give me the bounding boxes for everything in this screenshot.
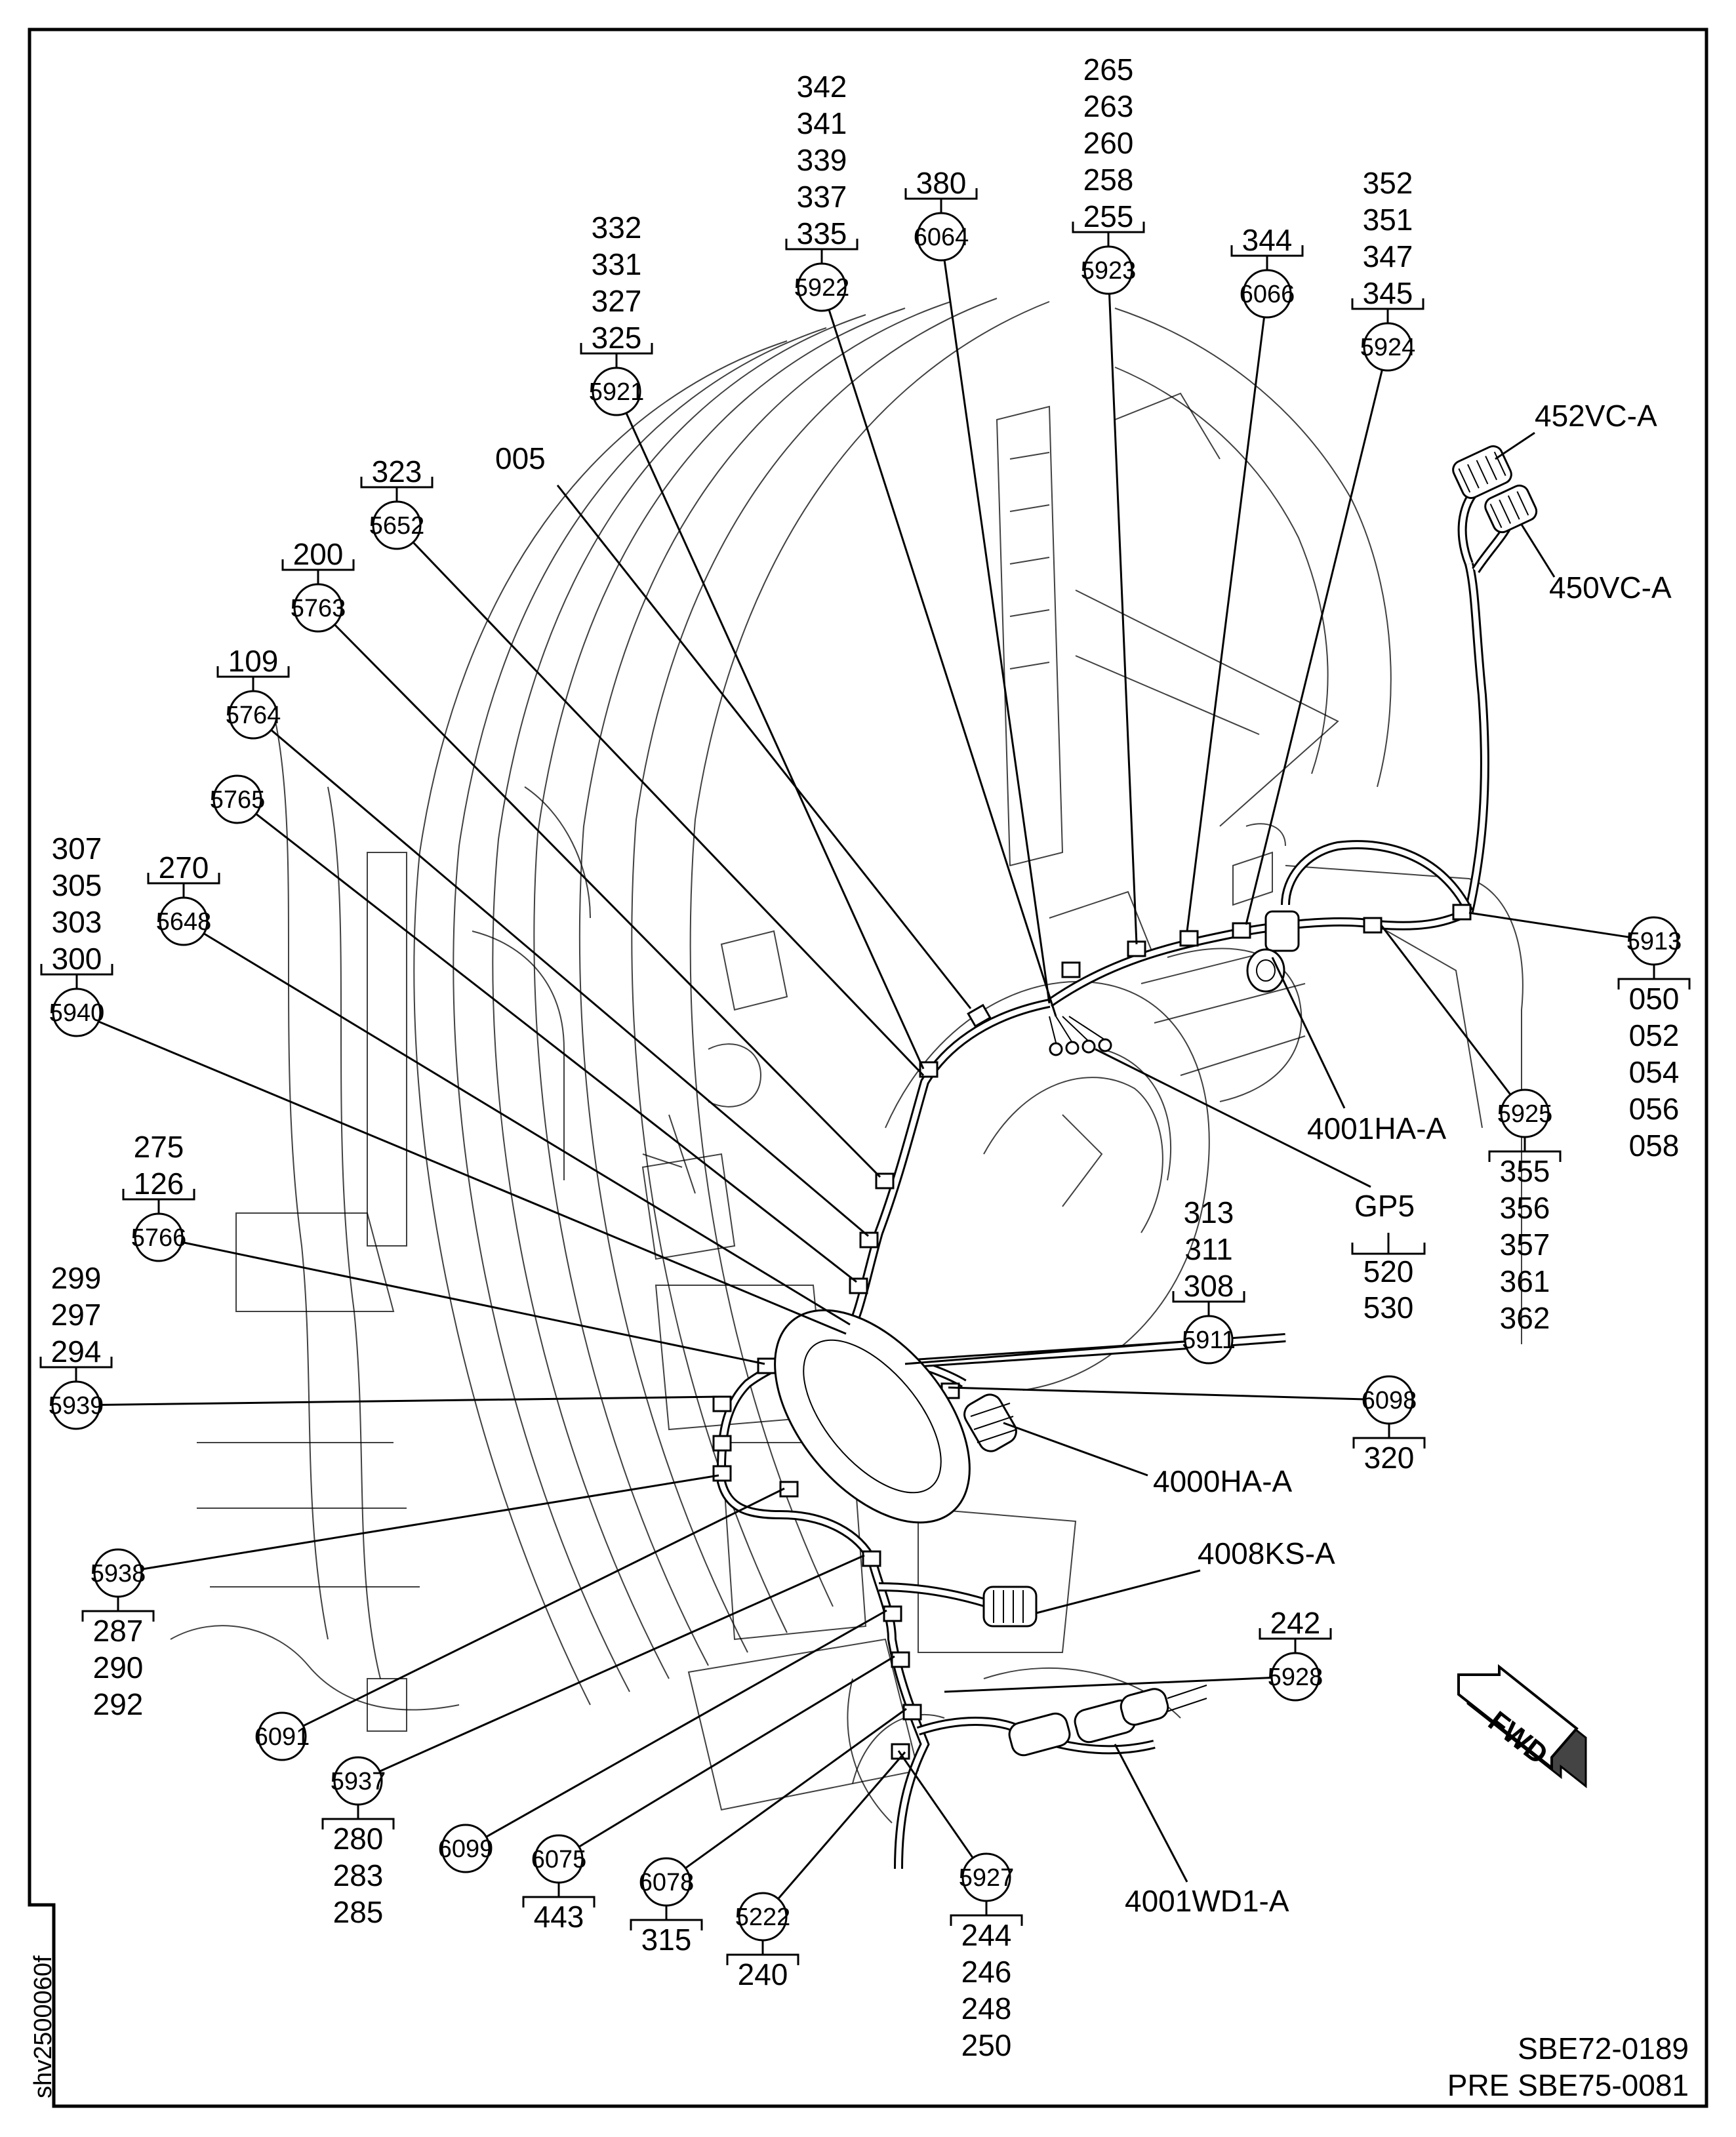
callout-id: 5937 (330, 1768, 386, 1795)
callout-part: 263 (1083, 89, 1134, 123)
callout-part: 285 (333, 1895, 384, 1929)
connector-4008ks (984, 1587, 1036, 1626)
leader-5927 (898, 1751, 973, 1858)
callout-id: 5222 (735, 1904, 791, 1931)
callout-part: 313 (1183, 1195, 1234, 1229)
callout-part: 342 (796, 70, 847, 104)
leader-5940 (98, 1022, 846, 1334)
callout-id: 5922 (794, 274, 850, 302)
callout-5928 (1260, 1606, 1331, 1700)
callout-part: 292 (92, 1687, 144, 1721)
leader-5913 (1469, 913, 1630, 938)
callout-part: 109 (228, 644, 279, 678)
callout-id: 6064 (913, 224, 969, 251)
callout-5652 (361, 454, 432, 549)
callout-id: 6075 (531, 1846, 587, 1873)
callout-part: 311 (1184, 1232, 1233, 1266)
document-id: shv2500060f (30, 1955, 57, 2098)
label-gp5-part-520: 520 (1363, 1254, 1414, 1288)
callout-5222 (727, 1893, 798, 1991)
callout-part: 265 (1083, 52, 1134, 87)
callout-part: 290 (92, 1650, 144, 1685)
callout-part: 443 (533, 1900, 584, 1934)
callout-part: 248 (961, 1991, 1012, 2026)
connectors (737, 443, 1540, 1758)
callout-part: 258 (1083, 163, 1134, 197)
leader-6099 (486, 1610, 887, 1837)
callout-part: 332 (591, 210, 642, 245)
callout-5911 (1173, 1195, 1244, 1363)
leader-5928 (944, 1678, 1272, 1692)
callout-id: 6099 (437, 1835, 494, 1863)
callout-part: 345 (1362, 276, 1413, 310)
callout-id: 6066 (1239, 281, 1295, 308)
callout-id: 5928 (1267, 1664, 1323, 1691)
callout-part: 058 (1628, 1128, 1680, 1163)
label-005: 005 (495, 441, 546, 475)
callout-part: 287 (92, 1614, 144, 1648)
callout-id: 5913 (1626, 928, 1682, 955)
callout-5938 (83, 1549, 153, 1721)
callout-5940 (41, 831, 112, 1036)
callout-id: 5648 (155, 908, 212, 936)
callout-5925 (1489, 1090, 1560, 1335)
callout-id: 6091 (254, 1723, 310, 1751)
leader-lines (98, 260, 1630, 1899)
callout-part: 270 (158, 850, 209, 885)
callout-part: 357 (1499, 1228, 1550, 1262)
callout-id: 5921 (588, 378, 645, 406)
callout-part: 244 (961, 1918, 1012, 1952)
label-gp5-part-530: 530 (1363, 1290, 1414, 1325)
callout-id: 5763 (290, 595, 346, 622)
callout-id: 5940 (49, 999, 105, 1027)
callout-5648 (148, 850, 219, 945)
label-452vc-a: 452VC-A (1535, 399, 1657, 433)
callout-id: 5924 (1360, 334, 1416, 361)
callout-5937 (323, 1757, 394, 1929)
callout-part: 341 (796, 106, 847, 140)
leader-5911 (905, 1342, 1185, 1364)
callout-id: 5764 (225, 702, 281, 729)
callout-part: 299 (50, 1261, 102, 1295)
callout-5766 (123, 1130, 194, 1261)
callout-5922 (786, 70, 857, 311)
callout-5764 (218, 644, 289, 738)
callout-part: 305 (51, 868, 102, 902)
label-gp5: GP5 (1354, 1189, 1415, 1223)
callout-id: 5911 (1182, 1327, 1236, 1354)
leader-5921 (626, 413, 923, 1069)
callout-part: 303 (51, 905, 102, 939)
callout-part: 347 (1362, 239, 1413, 273)
callout-part: 283 (333, 1858, 384, 1892)
callout-id: 5939 (48, 1392, 104, 1420)
callout-part: 344 (1241, 223, 1293, 257)
callout-part: 240 (737, 1957, 788, 1991)
callout-6091 (254, 1713, 310, 1760)
callout-part: 260 (1083, 126, 1134, 160)
leader-6066 (1187, 317, 1264, 931)
callout-id: 6078 (638, 1869, 695, 1896)
callout-5765 (210, 776, 266, 823)
label-4008ks-a: 4008KS-A (1198, 1536, 1335, 1570)
leader-5938 (142, 1475, 719, 1569)
callout-part: 200 (293, 537, 344, 571)
callout-6099 (438, 1825, 494, 1872)
callout-part: 351 (1362, 203, 1413, 237)
leader-6098 (948, 1388, 1365, 1399)
callout-5924 (1352, 166, 1423, 370)
callout-part: 362 (1499, 1301, 1550, 1335)
callout-part: 361 (1499, 1264, 1550, 1298)
callout-part: 380 (916, 166, 967, 200)
callout-part: 323 (371, 454, 422, 489)
callout-id: 5925 (1497, 1100, 1553, 1128)
callout-5921 (581, 210, 652, 415)
callout-part: 356 (1499, 1191, 1550, 1225)
callout-id: 5927 (958, 1864, 1015, 1892)
callout-part: 335 (796, 216, 847, 250)
callout-part: 294 (50, 1334, 102, 1368)
callout-id: 5766 (131, 1224, 187, 1252)
fwd-arrow (1459, 1667, 1586, 1786)
callout-part: 315 (641, 1923, 692, 1957)
leader-6091 (303, 1488, 784, 1726)
leader-5922 (829, 310, 1056, 1016)
callout-part: 242 (1270, 1606, 1321, 1640)
callout-5939 (41, 1261, 111, 1429)
callout-part: 339 (796, 143, 847, 177)
callout-id: 6098 (1361, 1387, 1417, 1414)
note-sbe72-0189: SBE72-0189 (1518, 2031, 1689, 2066)
callout-part: 246 (961, 1955, 1012, 1989)
label-4000ha-a: 4000HA-A (1153, 1464, 1293, 1498)
callout-6066 (1232, 223, 1302, 317)
callout-part: 307 (51, 831, 102, 866)
callout-part: 052 (1628, 1018, 1680, 1052)
callout-6075 (523, 1835, 594, 1934)
callout-part: 297 (50, 1298, 102, 1332)
callout-part: 255 (1083, 199, 1134, 233)
callout-part: 250 (961, 2028, 1012, 2062)
callout-part: 126 (133, 1167, 184, 1201)
callout-part: 337 (796, 180, 847, 214)
callout-id: 5652 (369, 512, 425, 540)
label-4001ha-a: 4001HA-A (1307, 1111, 1447, 1146)
leader-5764 (271, 730, 868, 1236)
callout-5927 (951, 1854, 1022, 2062)
callout-5923 (1073, 52, 1144, 294)
leader-5925 (1381, 925, 1510, 1094)
callout-id: 5938 (90, 1560, 146, 1588)
note-pre-sbe75-0081: PRE SBE75-0081 (1447, 2068, 1689, 2102)
leader-5648 (204, 934, 850, 1325)
callout-6064 (906, 166, 977, 260)
callout-part: 308 (1183, 1269, 1234, 1303)
callout-part: 275 (133, 1130, 184, 1164)
fwd-label: FWD (1482, 1705, 1554, 1771)
callout-part: 300 (51, 942, 102, 976)
callout-part: 325 (591, 321, 642, 355)
callout-part: 355 (1499, 1154, 1550, 1188)
callout-id: 5765 (209, 786, 266, 814)
label-4001wd1-a: 4001WD1-A (1125, 1884, 1289, 1918)
callout-5763 (283, 537, 353, 631)
callout-part: 056 (1628, 1092, 1680, 1126)
callout-part: 331 (591, 247, 642, 281)
leader-5222 (778, 1752, 905, 1899)
callout-part: 320 (1363, 1441, 1415, 1475)
connector-4000ha (960, 1390, 1020, 1455)
callout-id: 5923 (1080, 257, 1137, 285)
callout-part: 280 (333, 1822, 384, 1856)
ground-point-gp5 (1049, 1016, 1111, 1055)
callout-6078 (631, 1858, 702, 1957)
label-450vc-a: 450VC-A (1549, 570, 1672, 605)
callout-part: 352 (1362, 166, 1413, 200)
callout-part: 327 (591, 284, 642, 318)
callout-5913 (1619, 917, 1689, 1163)
leader-5939 (100, 1397, 720, 1405)
callout-part: 050 (1628, 982, 1680, 1016)
callouts (41, 52, 1689, 2062)
callout-part: 054 (1628, 1055, 1680, 1089)
leader-6064 (944, 260, 1049, 1003)
leader-5766 (182, 1242, 765, 1364)
callout-6098 (1354, 1376, 1424, 1475)
